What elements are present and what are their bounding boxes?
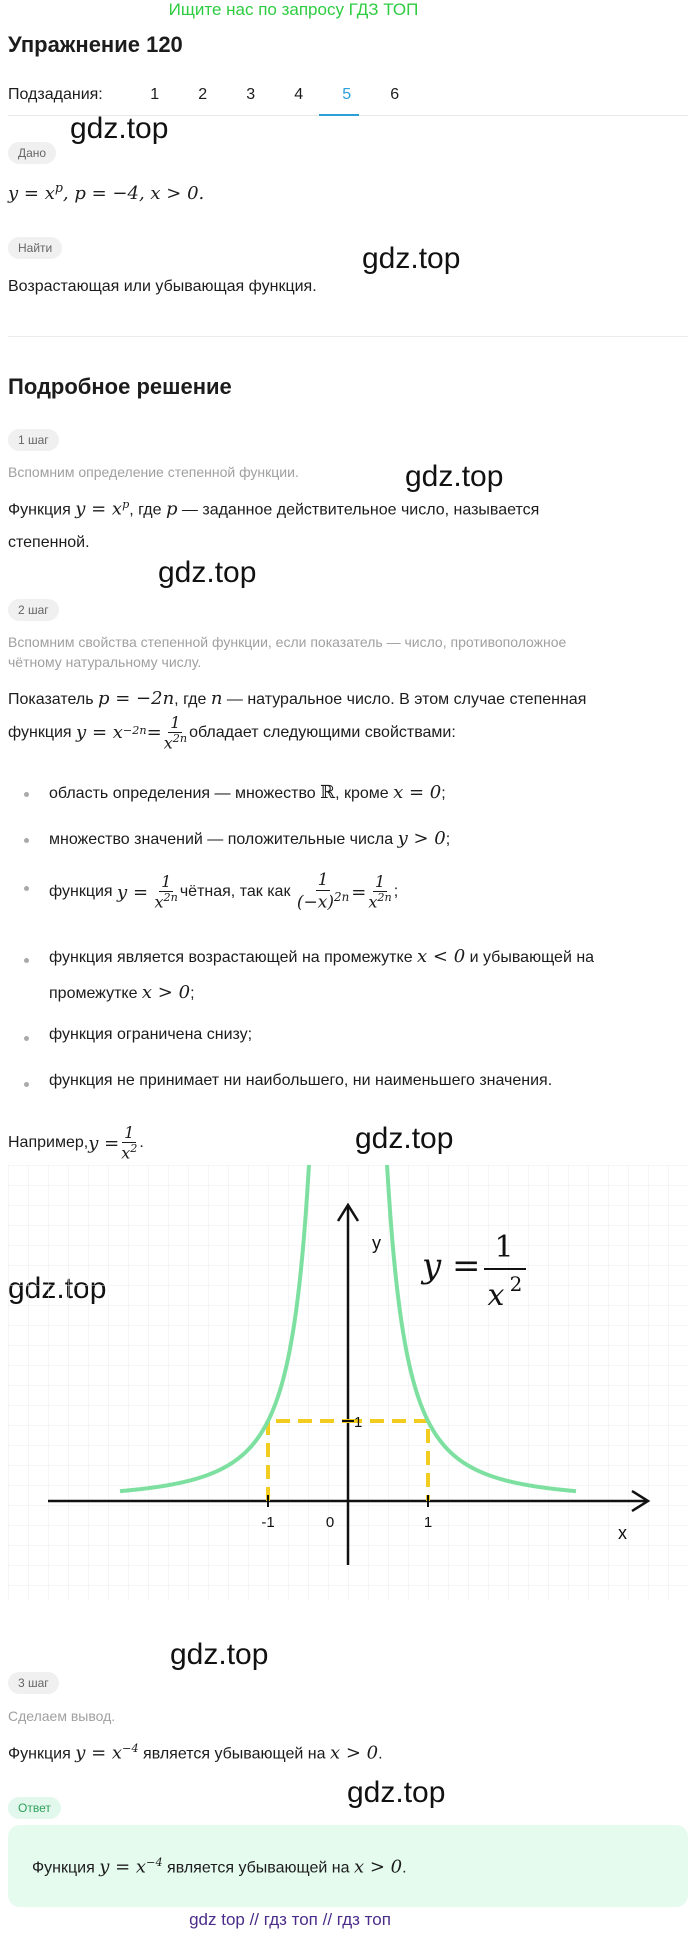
property-bounded: функция ограничена снизу; (49, 1026, 253, 1043)
watermark: gdz.top (362, 242, 461, 275)
y-axis-label: y (372, 1233, 381, 1253)
x-axis-label: x (618, 1523, 627, 1543)
watermark: gdz.top (405, 460, 504, 493)
bullet-dot (24, 958, 29, 963)
answer-text: Функция $y = x^{-4}$ является убывающей на x > 0. (32, 1856, 407, 1878)
property-extrema: функция не принимает ни наибольшего, ни наименьшего значения. (49, 1072, 553, 1089)
footer-links[interactable]: gdz top // гдз топ // гдз топ (189, 1910, 391, 1929)
bullet-dot (24, 1036, 29, 1041)
origin-label: 0 (325, 1514, 335, 1531)
watermark: gdz.top (170, 1638, 269, 1671)
function-graph (8, 1165, 688, 1600)
tick-label-y1: 1 (354, 1414, 363, 1431)
subtask-3[interactable]: 3 (246, 86, 256, 103)
watermark: gdz.top (158, 556, 257, 589)
find-text: Возрастающая или убывающая функция. (8, 278, 317, 295)
step3-hint: Сделаем вывод. (8, 1708, 116, 1724)
step1-text-2: степенной. (8, 534, 90, 551)
formula-label-num: 1 (494, 1230, 514, 1265)
bullet-dot (24, 792, 29, 797)
subtask-active-indicator (319, 114, 359, 116)
example-text: Например, y = $\frac{1}{x^2}$ . (8, 1123, 144, 1163)
solution-title: Подробное решение (8, 374, 232, 399)
bullet-dot (24, 886, 29, 891)
step1-hint: Вспомним определение степенной функции. (8, 464, 299, 480)
step3-text: Функция $y = x^{-4}$ является убывающей на x > 0. (8, 1742, 383, 1764)
property-even: функция y = $\frac{1}{x^{2n}}$ чётная, так как $\frac{1}{(-x)^{2n}}$ = $\frac{1}{x^{2n}}$ ; (49, 870, 399, 913)
tick-label-neg1: -1 (261, 1514, 275, 1531)
step1-label: 1 шаг (8, 429, 59, 451)
watermark: gdz.top (355, 1122, 454, 1155)
watermark: gdz.top (347, 1776, 446, 1809)
property-domain: область определения — множество ℝ, кроме x = 0; (49, 782, 446, 803)
step2-label: 2 шаг (8, 599, 59, 621)
formula-label-den-sup: 2 (509, 1272, 523, 1296)
answer-label: Ответ (8, 1797, 61, 1819)
find-label: Найти (8, 237, 62, 259)
property-monotonic: функция является возрастающей на промежутке x < 0 и убывающей на (49, 946, 595, 967)
property-range: множество значений — положительные числа y > 0; (49, 828, 451, 849)
step2-para-2: функция y = x −2n = $\frac{1}{x^{2n}}$ обладает следующими свойствами: (8, 713, 456, 752)
bullet-dot (24, 1082, 29, 1087)
step1-text: Функция $y = x^p$, где p — заданное действительное число, называется (8, 498, 540, 520)
tick-label-pos1: 1 (423, 1514, 433, 1531)
page-title: Упражнение 120 (8, 32, 183, 57)
subtasks-nav (8, 86, 419, 104)
property-monotonic-2: промежутке x > 0; (49, 982, 195, 1003)
subtask-6[interactable]: 6 (390, 86, 400, 103)
step3-label: 3 шаг (8, 1672, 59, 1694)
subtask-4[interactable]: 4 (294, 86, 304, 103)
step2-hint-1: Вспомним свойства степенной функции, если показатель — число, противоположное (8, 634, 567, 650)
subtasks-label: Подзадания: (8, 86, 103, 103)
watermark: gdz.top (70, 112, 169, 145)
given-label: Дано (8, 142, 56, 164)
section-divider (8, 336, 688, 337)
subtask-1[interactable]: 1 (150, 86, 160, 103)
formula-label-den: x (487, 1278, 505, 1313)
subtask-5[interactable]: 5 (342, 86, 352, 103)
step2-para-1: Показатель p = −2n, где n — натуральное число. В этом случае степенная (8, 688, 587, 709)
step2-hint-2: чётному натуральному числу. (8, 654, 202, 670)
search-hint-link[interactable]: Ищите нас по запросу ГДЗ ТОП (168, 0, 419, 19)
formula-label-lhs: y = (422, 1246, 481, 1286)
given-condition: $y = x^p$, p = −4, x > 0. (8, 180, 205, 204)
bullet-dot (24, 838, 29, 843)
subtask-2[interactable]: 2 (198, 86, 208, 103)
